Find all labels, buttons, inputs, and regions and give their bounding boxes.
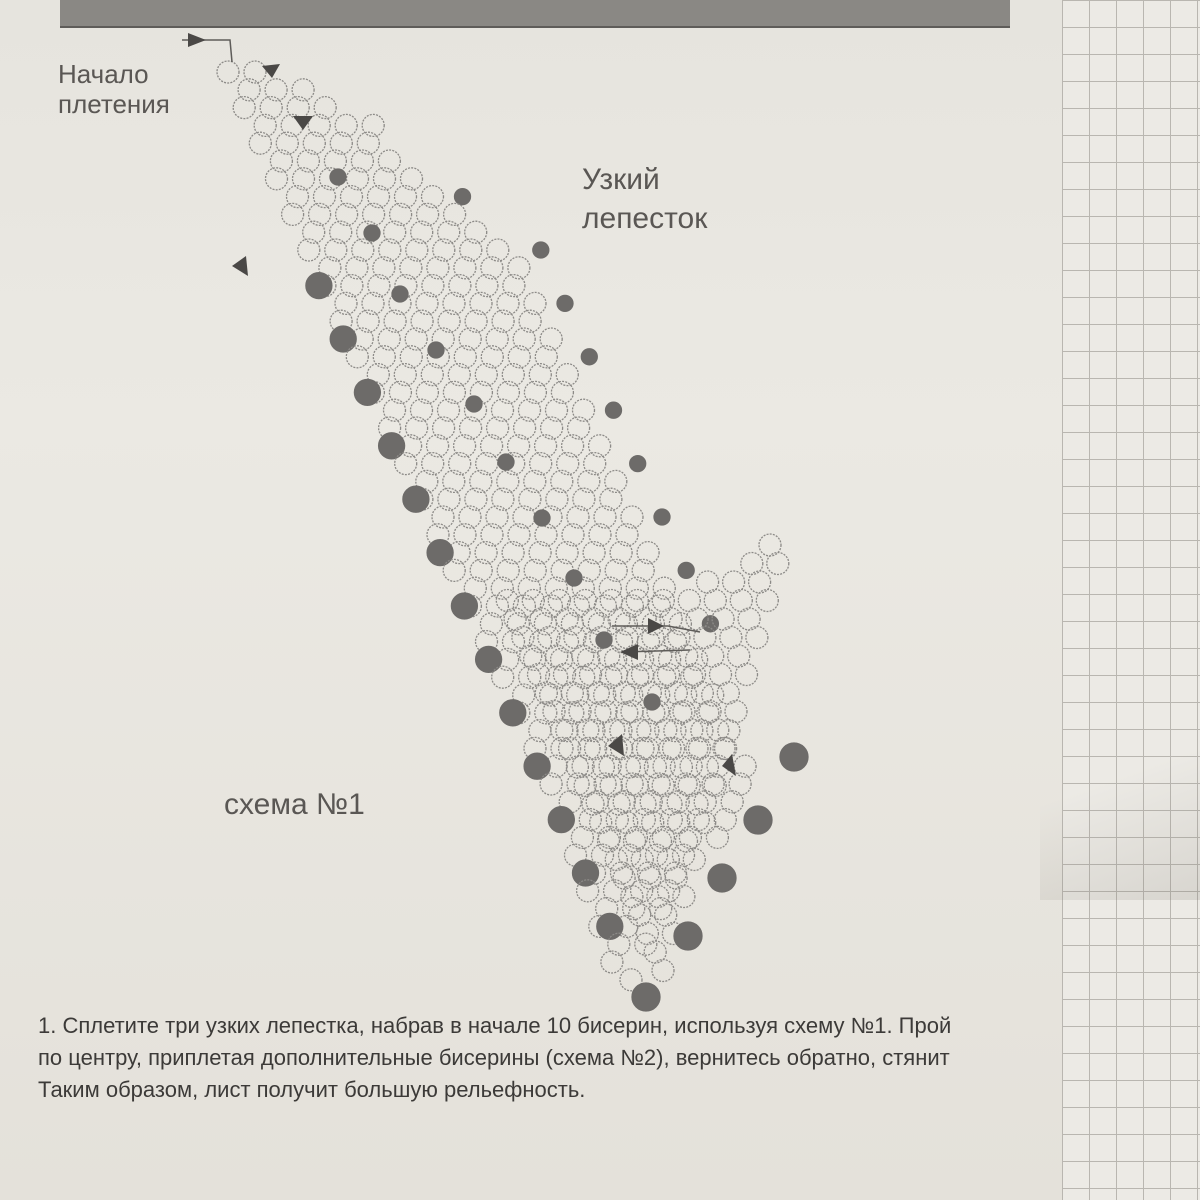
instructions-line: Таким образом, лист получит большую рельефность. (38, 1077, 586, 1102)
filled-bead (379, 433, 405, 459)
arrow-icon (293, 116, 313, 130)
filled-bead (427, 540, 453, 566)
filled-bead (630, 456, 646, 472)
filled-bead (392, 286, 408, 302)
filled-bead (644, 694, 660, 710)
bead (314, 97, 336, 119)
bead (244, 61, 266, 83)
filled-bead (476, 646, 502, 672)
bead (646, 844, 668, 866)
filled-bead (596, 632, 612, 648)
bead (444, 203, 466, 225)
bead (631, 880, 653, 902)
filled-bead (524, 753, 550, 779)
filled-bead (466, 396, 482, 412)
filled-bead (534, 510, 550, 526)
bead (694, 791, 716, 813)
bead (714, 809, 736, 831)
filled-bead (533, 242, 549, 258)
instructions-text (38, 1010, 1200, 1106)
bead (487, 239, 509, 261)
bead (635, 933, 657, 955)
filled-bead (548, 807, 574, 833)
scheme-number-label: схема №1 (224, 788, 365, 821)
filled-bead (364, 225, 380, 241)
bead (736, 664, 758, 686)
arrow-icon (232, 256, 248, 276)
bead-grid (217, 61, 808, 1011)
filled-bead (780, 743, 808, 771)
bead (665, 862, 687, 884)
bead (746, 627, 768, 649)
bead (613, 791, 635, 813)
filled-bead (330, 169, 346, 185)
filled-bead (744, 806, 772, 834)
instructions-line: по центру, приплетая дополнительные бисерины (схема №2), вернитесь обратно, стянит (38, 1045, 950, 1070)
filled-bead (354, 379, 380, 405)
bead (571, 826, 593, 848)
bead (706, 826, 728, 848)
bead (619, 844, 641, 866)
filled-bead (678, 562, 694, 578)
bead (652, 960, 674, 982)
bead (217, 61, 239, 83)
bead (601, 951, 623, 973)
bead (756, 590, 778, 612)
filled-bead (306, 273, 332, 299)
filled-bead (403, 486, 429, 512)
bead (725, 701, 747, 723)
filled-bead (708, 864, 736, 892)
filled-bead (500, 700, 526, 726)
narrow-petal-label: Узкий лепесток (582, 163, 708, 235)
filled-bead (330, 326, 356, 352)
filled-bead (498, 454, 514, 470)
filled-bead (597, 913, 623, 939)
instructions-line: 1. Сплетите три узких лепестка, набрав в начале 10 бисерин, используя схему №1. Прой (38, 1013, 952, 1038)
weaving-start-label: Начало плетения (58, 59, 170, 119)
bead (694, 812, 716, 834)
filled-bead (455, 189, 471, 205)
bead (679, 826, 701, 848)
filled-bead (674, 922, 702, 950)
bead (592, 844, 614, 866)
filled-bead (581, 349, 597, 365)
bead (767, 553, 789, 575)
filled-bead (566, 570, 582, 586)
bead (658, 880, 680, 902)
filled-bead (702, 616, 718, 632)
filled-bead (557, 295, 573, 311)
filled-bead (632, 983, 660, 1011)
bead (401, 168, 423, 190)
bead (721, 791, 743, 813)
arrow-icon (188, 33, 206, 47)
bead (673, 886, 695, 908)
filled-bead (654, 509, 670, 525)
filled-bead (451, 593, 477, 619)
filled-bead (606, 402, 622, 418)
filled-bead (428, 342, 444, 358)
